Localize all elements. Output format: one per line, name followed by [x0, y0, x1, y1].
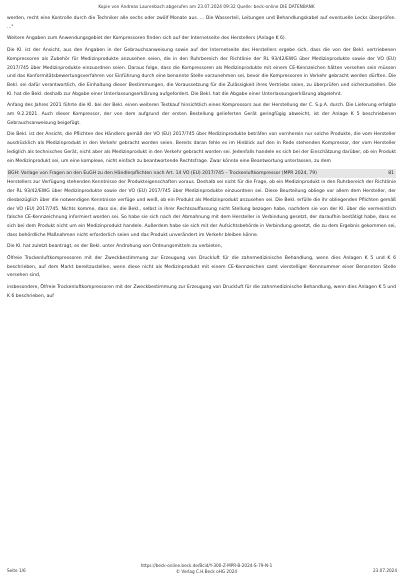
paragraph: Herstellers zur Verfügung stehenden Kenntnisse der Produkteigenschaften voraus. Deshalb sei nicht für die Frage, ob ein Medizinprodukt in den Ruhrbereich der Richtlinie der RL 93/42/EWG über Medizinprodukte sowie der VO (EU) 2017/745 über Medizinprodukte einzuordnen sei. Diese Beurteilung obliege vor allem dem Hersteller, der diesbezüglich über die notwendigen Kenntnisse verfüge und weiß, ob ein Produkt als Medizinprodukt anzusehen sei. Die Bekl. erfülle die ihr obliegenden Pflichten gemäß der VO (EU) 2017/745. Nichts komme, dass sie, die Bekl., selbst in ihrer Rechtsauffassung nicht Stellung bezogen habe, nachdem sie von der Kl. über die vermeintlich falsche CE-Kennzeichnung informiert worden sei. So habe sie sich nach der Abmahnung mit dem Hersteller in Verbindung gesetzt, der daraufhin bestätigt habe, dass es sich bei dem Produkt nicht um ein Medizinprodukt handele. Außerdem habe sie sich mit der Aufsichtsbehörde in Verbindung gesetzt, die zu dem Ergebnis gekommen sei, dass behördliche Maßnahmen nicht erforderlich seien und das Produkt unverändert im Verkehr bleiben könne.: [7, 180, 396, 238]
paragraph: Anfang des Jahres 2021 führte die Kl. bei der Bekl. einen weiteren Testkauf hinsichtlich eines Kompressors aus der Herstellung der C. S.p.A. durch. Die Lieferung erfolgte am 9.2.2021. Auch dieser Kompressor, der von dem aufgrund der ersten Bestellung gelieferten Gerät geringfügig abweicht, ist der Anlage K 5 beschriebenen Gebrauchsanweisung beigefügt.: [7, 103, 396, 126]
paragraph: Weitere Angaben zum Anwendungsgebiet der Kompressoren finden sich auf der Internetseite des Herstellers (Anlage K 6).: [7, 36, 287, 42]
footer-date: 23.07.2024: [373, 568, 397, 573]
footer-source: [0, 563, 413, 575]
document-body: [7, 15, 396, 305]
section-page-number: 81: [388, 171, 394, 177]
section-heading-text: BGH: Vorlage von Fragen an den EuGH zu den Händlerpflichten nach Art. 14 VO (EU) 2017/745 – Trockenluftkompressor (MPR 2024, 79): [8, 171, 317, 177]
paragraph: Die Kl. hat zuletzt beantragt, es der Bekl. unter Androhung von Ordnungsmitteln zu verbieten,: [7, 244, 223, 250]
paragraph: werden, recht eine Kontrolle durch die Techniker alle sechs oder zwölf Monate aus. ... Die Wasserteil, Leitungen und Behandlungskabel auf eventuelle Lecks überprüfen. ...": [7, 16, 396, 30]
paragraph: Die Kl. ist der Ansicht, aus den Angaben in der Gebrauchsanweisung sowie auf der Internetseite des Herstellers ergebe sich, dass die von der Bekl. vertriebenen Kompressoren als Zubehör für Medizinprodukte anzusehen seien, die in den Ruhrbereich der Richtlinie der RL 93/42/EWG über Medizinprodukte sowie der VO (EU) 2017/745 über Medizinprodukte einzuordnen seien. Daraus folge, dass die Kompressoren als Medizinprodukte mit einem CE-Kennzeichen hätten versehen sein müssen und das Konformitätsbewertungsverfahren vor Einführung durch eine benannte Stelle vorzunehmen sei, bevor die Kompressoren in Verkehr gebracht werden dürften. Die Bekl. sei dafür verantwortlich, die Einhaltung dieser Bestimmungen, die Voraussetzung für die Zulässigkeit ihres Vertriebs seien, zu überprüfen und sicherzustellen. Die Kl. hat die Bekl. deshalb zur Abgabe einer Unterlassungserklärung aufgefordert. Die Bekl. hat die Abgabe einer Unterlassungserklärung abgelehnt.: [7, 48, 396, 97]
paragraph: Ölfreie Trockenluftkompressoren mit der Zweckbestimmung zur Erzeugung von Druckluft für die zahnmedizinische Behandlung, wenn dies Anlagen K 5 und K 6 beschrieben, auf dem Markt bereitzustellen, wenn diese nicht als Medizinprodukt mit einem CE-Kennzeichen samt vierstelliger Kennnummer einer Benannten Stelle versehen sind,: [7, 256, 396, 279]
paragraph: insbesondere, Ölfreie Trockenluftkompressoren mit der Zweckbestimmung zur Erzeugung von Druckluft für die zahnmedizinische Behandlung, wenn dies Anlagen K 5 und K 6 beschrieben, auf: [7, 285, 396, 299]
footer-page-number: Seite 1/6: [7, 568, 26, 573]
section-heading: [7, 169, 396, 178]
footer-url[interactable]: https://beck-online.beck.de/Bcid/Y-300-Z-MPR-B-2024-S-79-N-1: [140, 563, 273, 568]
paragraph: Die Bekl. ist der Ansicht, die Pflichten des Händlers gemäß der VO (EU) 2017/745 über Medizinprodukte beträfen von vornherein nur solche Produkte, die vom Hersteller ausdrücklich als Medizinprodukt in den Verkehr gebracht worden seien. Bereits daran fehle es im Hinblick auf den in Rede stehenden Kompressor, der vom Hersteller lediglich als technisches Gerät, nicht aber als Medizinprodukt in den Verkehr gebracht worden sei. Jedenfalls handele es sich bei der Einschätzung darüber, ob ein Produkt ein Medizinprodukt sei, um eine komplexe, nicht einfach zu beantwortende Rechtsfrage. Zwar könnte eine Beantwortung unterlassen, zu dem: [7, 132, 396, 164]
document-header: Kopie von Andreas Laurenbach abgerufen am 23.07.2024 09:32 Quelle: beck-online DIE DATENBANK: [98, 4, 315, 9]
footer-copyright: © Verlag C.H.Beck oHG 2024: [175, 569, 238, 575]
